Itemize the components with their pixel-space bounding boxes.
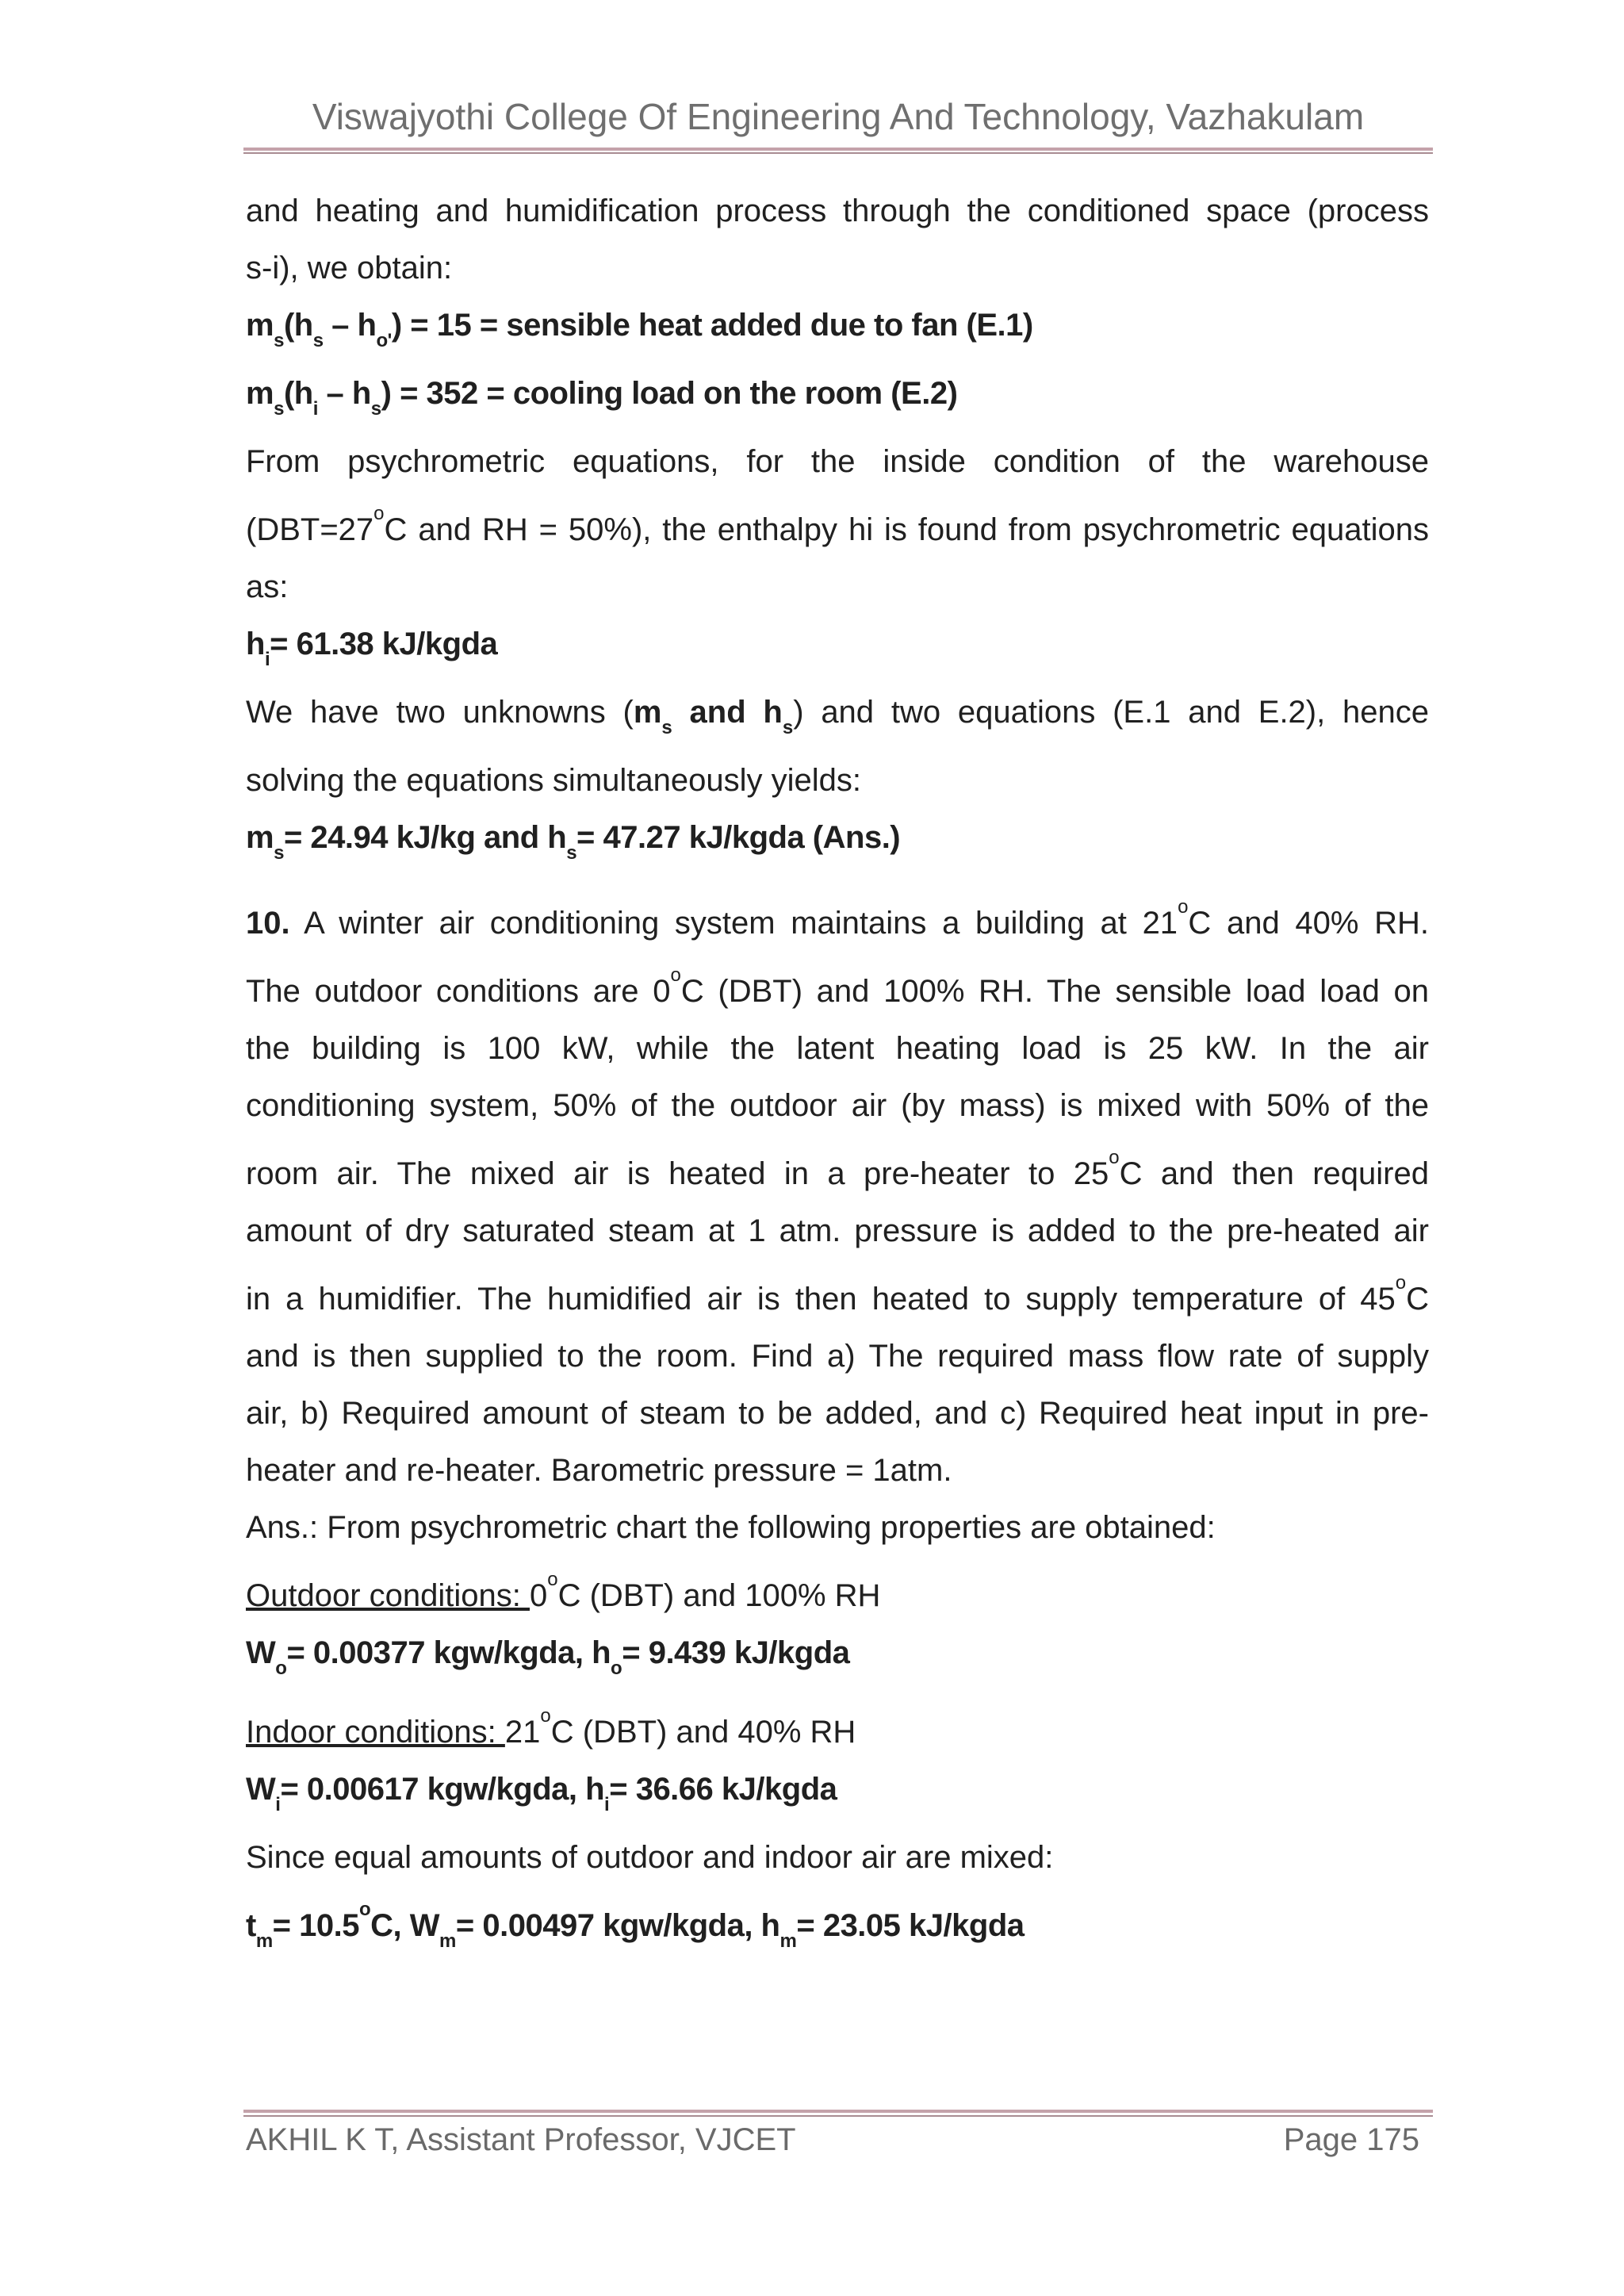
- question-10-line: the building is 100 kW, while the latent heating load is 25 kW. In the air: [246, 1031, 1429, 1066]
- question-10-line: and is then supplied to the room. Find a) The required mass flow rate of supply: [246, 1339, 1429, 1374]
- outdoor-conditions-label: Outdoor conditions:: [246, 1578, 530, 1613]
- answer-intro: Ans.: From psychrometric chart the following properties are obtained:: [246, 1510, 1216, 1545]
- question-10-line: amount of dry saturated steam at 1 atm. pressure is added to the pre-heated air: [246, 1213, 1429, 1248]
- indoor-conditions: Indoor conditions: 21$^o$C (DBT) and 40% RH: [246, 1705, 856, 1750]
- header-rule-thin: [243, 152, 1433, 154]
- question-10-line: in a humidifier. The humidified air is then heated to supply temperature of 45$^o$C: [246, 1272, 1429, 1317]
- page-header-title: Viswajyothi College Of Engineering And Technology, Vazhakulam: [312, 96, 1365, 137]
- paragraph-line: We have two unknowns ($m_s$ and $h_s$) and two equations (E.1 and E.2), hence: [246, 695, 1429, 738]
- equation-answer: $m_s= 24.94$ kJ/kg and $h_s= 47.27$ kJ/kgda (Ans.): [246, 820, 901, 864]
- question-10-line: 10. A winter air conditioning system maintains a building at 21$^o$C and 40% RH.: [246, 896, 1429, 941]
- question-number: 10.: [246, 906, 290, 941]
- question-10-line: heater and re-heater. Barometric pressure = 1atm.: [246, 1453, 952, 1488]
- indoor-conditions-label: Indoor conditions:: [246, 1715, 505, 1750]
- equation-hi: $h_i= 61.38$ kJ/kgda: [246, 627, 498, 670]
- equation-e2: $m_s(h_i - h_s) = 352$ = cooling load on the room (E.2): [246, 376, 958, 420]
- page-body: [246, 182, 1429, 1954]
- mixing-statement: Since equal amounts of outdoor and indoor air are mixed:: [246, 1840, 1054, 1875]
- equation-outdoor: $W_o= 0.00377$ kgw/kgda, $h_o= 9.439$ kJ/kgda: [246, 1635, 850, 1679]
- question-10-line: conditioning system, 50% of the outdoor air (by mass) is mixed with 50% of the: [246, 1088, 1429, 1123]
- paragraph-line: s-i), we obtain:: [246, 251, 453, 286]
- footer-rule-thin: [243, 2115, 1433, 2117]
- footer-rule: [243, 2110, 1433, 2113]
- question-10-line: The outdoor conditions are 0$^o$C (DBT) and 100% RH. The sensible load load on: [246, 964, 1430, 1009]
- equation-indoor: $W_i= 0.00617$ kgw/kgda, $h_i= 36.66$ kJ/kgda: [246, 1772, 837, 1815]
- paragraph-line: solving the equations simultaneously yields:: [246, 763, 861, 798]
- question-10-line: air, b) Required amount of steam to be added, and c) Required heat input in pre-: [246, 1396, 1429, 1431]
- paragraph-line: and heating and humidification process through the conditioned space (process: [246, 194, 1429, 228]
- equation-mixed: $t_m= 10.5^oC$, $W_m= 0.00497$ kgw/kgda, $h_m= 23.05$ kJ/kgda: [246, 1899, 1025, 1952]
- equation-e1: $m_s(h_s - h_{o'}) = 15$ = sensible heat added due to fan (E.1): [246, 308, 1033, 351]
- outdoor-conditions: Outdoor conditions: 0$^o$C (DBT) and 100% RH: [246, 1569, 881, 1613]
- header-rule: [243, 148, 1433, 151]
- question-10-line: room air. The mixed air is heated in a pre-heater to 25$^o$C and then required: [246, 1147, 1429, 1191]
- paragraph-line: as:: [246, 569, 289, 604]
- footer-page-number: Page 175: [1283, 2122, 1419, 2157]
- paragraph-line: From psychrometric equations, for the inside condition of the warehouse: [246, 444, 1429, 479]
- footer-author: AKHIL K T, Assistant Professor, VJCET: [246, 2122, 796, 2157]
- paragraph-line: ($DBT=27^oC$ and RH = 50%), the enthalpy hi is found from psychrometric equations: [246, 503, 1429, 547]
